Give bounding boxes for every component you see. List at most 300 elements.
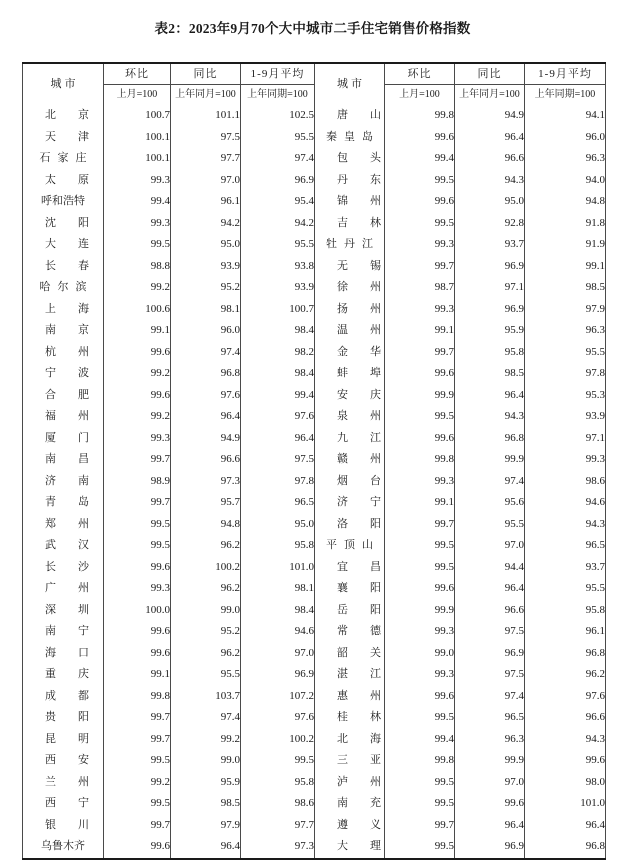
city-name-right: 桂林 (315, 707, 385, 729)
value-avg-left: 93.8 (241, 256, 315, 278)
table-row (23, 385, 606, 407)
value-yoy-left: 95.2 (171, 277, 241, 299)
value-avg-right: 94.0 (525, 170, 606, 192)
value-yoy-left: 97.4 (171, 707, 241, 729)
value-avg-left: 93.9 (241, 277, 315, 299)
value-yoy-left: 94.2 (171, 213, 241, 235)
city-name-left: 宁波 (23, 363, 104, 385)
value-mom-left: 99.5 (104, 234, 171, 256)
value-mom-left: 99.6 (104, 342, 171, 364)
value-yoy-right: 99.6 (455, 793, 525, 815)
value-mom-left: 99.3 (104, 428, 171, 450)
value-yoy-left: 97.0 (171, 170, 241, 192)
value-mom-left: 99.5 (104, 535, 171, 557)
table-row (23, 213, 606, 235)
city-name-right: 蚌埠 (315, 363, 385, 385)
value-yoy-right: 95.0 (455, 191, 525, 213)
value-avg-left: 98.4 (241, 320, 315, 342)
price-index-table (22, 62, 606, 860)
value-mom-right: 99.0 (385, 643, 455, 665)
value-avg-right: 96.8 (525, 643, 606, 665)
value-mom-right: 99.3 (385, 471, 455, 493)
table-row (23, 578, 606, 600)
city-name-right: 宜昌 (315, 557, 385, 579)
city-name-left: 长沙 (23, 557, 104, 579)
table-row (23, 535, 606, 557)
value-avg-left: 96.9 (241, 664, 315, 686)
city-name-right: 丹东 (315, 170, 385, 192)
value-avg-right: 93.7 (525, 557, 606, 579)
value-avg-left: 95.4 (241, 191, 315, 213)
table-head (23, 63, 606, 105)
value-mom-left: 99.7 (104, 449, 171, 471)
table-row (23, 299, 606, 321)
subheader-avg-left: 上年同期=100 (241, 85, 315, 106)
value-mom-right: 99.8 (385, 449, 455, 471)
value-avg-right: 91.8 (525, 213, 606, 235)
value-avg-left: 95.0 (241, 514, 315, 536)
city-name-right: 岳阳 (315, 600, 385, 622)
city-name-left: 深圳 (23, 600, 104, 622)
value-mom-right: 99.6 (385, 127, 455, 149)
city-name-left: 杭州 (23, 342, 104, 364)
value-yoy-right: 98.5 (455, 363, 525, 385)
header-city-left: 城市 (23, 63, 104, 105)
table-row (23, 600, 606, 622)
value-avg-left: 94.6 (241, 621, 315, 643)
value-yoy-right: 94.4 (455, 557, 525, 579)
city-name-right: 秦皇岛 (315, 127, 385, 149)
value-mom-right: 99.5 (385, 406, 455, 428)
value-yoy-right: 99.9 (455, 750, 525, 772)
value-mom-right: 99.5 (385, 213, 455, 235)
city-name-right: 金华 (315, 342, 385, 364)
value-yoy-right: 97.5 (455, 621, 525, 643)
city-name-right: 大理 (315, 836, 385, 859)
value-mom-left: 99.7 (104, 729, 171, 751)
value-mom-right: 99.5 (385, 772, 455, 794)
value-yoy-left: 97.3 (171, 471, 241, 493)
city-name-left: 重庆 (23, 664, 104, 686)
table-row (23, 793, 606, 815)
value-avg-right: 93.9 (525, 406, 606, 428)
value-mom-right: 99.3 (385, 621, 455, 643)
header-mom-left: 环比 (104, 63, 171, 85)
header-city-right: 城市 (315, 63, 385, 105)
value-mom-left: 99.5 (104, 750, 171, 772)
city-name-right: 襄阳 (315, 578, 385, 600)
value-yoy-left: 98.5 (171, 793, 241, 815)
value-avg-left: 95.5 (241, 127, 315, 149)
value-yoy-left: 103.7 (171, 686, 241, 708)
city-name-left: 武汉 (23, 535, 104, 557)
value-avg-left: 98.6 (241, 793, 315, 815)
value-yoy-right: 96.6 (455, 148, 525, 170)
value-mom-left: 99.1 (104, 320, 171, 342)
value-yoy-left: 97.9 (171, 815, 241, 837)
value-yoy-right: 94.3 (455, 170, 525, 192)
value-yoy-left: 96.1 (171, 191, 241, 213)
city-name-left: 福州 (23, 406, 104, 428)
value-mom-left: 99.8 (104, 686, 171, 708)
value-yoy-right: 96.9 (455, 256, 525, 278)
value-yoy-left: 95.2 (171, 621, 241, 643)
city-name-left: 长春 (23, 256, 104, 278)
city-name-right: 三亚 (315, 750, 385, 772)
value-yoy-right: 95.6 (455, 492, 525, 514)
city-name-right: 湛江 (315, 664, 385, 686)
value-mom-left: 99.6 (104, 643, 171, 665)
city-name-left: 郑州 (23, 514, 104, 536)
value-yoy-left: 97.7 (171, 148, 241, 170)
value-yoy-right: 97.5 (455, 664, 525, 686)
value-avg-right: 96.5 (525, 535, 606, 557)
value-yoy-right: 97.4 (455, 471, 525, 493)
value-avg-left: 97.0 (241, 643, 315, 665)
value-avg-left: 102.5 (241, 105, 315, 127)
value-mom-right: 99.4 (385, 148, 455, 170)
value-yoy-right: 97.1 (455, 277, 525, 299)
value-yoy-right: 96.4 (455, 127, 525, 149)
table-row (23, 750, 606, 772)
value-yoy-left: 95.5 (171, 664, 241, 686)
city-name-left: 济南 (23, 471, 104, 493)
value-yoy-left: 99.0 (171, 600, 241, 622)
value-yoy-right: 97.0 (455, 772, 525, 794)
value-avg-left: 98.2 (241, 342, 315, 364)
value-yoy-right: 96.8 (455, 428, 525, 450)
value-mom-right: 99.9 (385, 385, 455, 407)
value-mom-left: 98.9 (104, 471, 171, 493)
city-name-left: 太原 (23, 170, 104, 192)
value-avg-left: 98.1 (241, 578, 315, 600)
value-mom-left: 100.7 (104, 105, 171, 127)
value-yoy-left: 98.1 (171, 299, 241, 321)
city-name-left: 兰州 (23, 772, 104, 794)
value-avg-left: 96.4 (241, 428, 315, 450)
value-avg-right: 97.1 (525, 428, 606, 450)
city-name-left: 天津 (23, 127, 104, 149)
value-yoy-left: 94.9 (171, 428, 241, 450)
header-mom-right: 环比 (385, 63, 455, 85)
value-mom-left: 99.2 (104, 406, 171, 428)
value-mom-right: 99.7 (385, 256, 455, 278)
city-name-right: 济宁 (315, 492, 385, 514)
value-yoy-right: 99.9 (455, 449, 525, 471)
value-avg-right: 96.8 (525, 836, 606, 859)
value-avg-right: 98.6 (525, 471, 606, 493)
city-name-left: 广州 (23, 578, 104, 600)
value-yoy-left: 96.6 (171, 449, 241, 471)
value-avg-left: 97.4 (241, 148, 315, 170)
value-yoy-left: 95.7 (171, 492, 241, 514)
value-mom-left: 99.2 (104, 363, 171, 385)
city-name-left: 贵阳 (23, 707, 104, 729)
value-mom-left: 100.0 (104, 600, 171, 622)
value-mom-right: 99.3 (385, 664, 455, 686)
value-yoy-right: 93.7 (455, 234, 525, 256)
value-mom-left: 99.7 (104, 492, 171, 514)
value-avg-left: 97.6 (241, 707, 315, 729)
table-row (23, 686, 606, 708)
value-avg-left: 99.5 (241, 750, 315, 772)
value-avg-right: 101.0 (525, 793, 606, 815)
value-mom-right: 99.8 (385, 750, 455, 772)
value-mom-left: 99.7 (104, 707, 171, 729)
value-avg-right: 98.5 (525, 277, 606, 299)
city-name-left: 大连 (23, 234, 104, 256)
city-name-right: 泉州 (315, 406, 385, 428)
value-yoy-right: 94.3 (455, 406, 525, 428)
value-avg-left: 95.8 (241, 772, 315, 794)
value-yoy-right: 97.4 (455, 686, 525, 708)
table-row (23, 342, 606, 364)
table-row (23, 492, 606, 514)
value-yoy-left: 95.9 (171, 772, 241, 794)
value-mom-right: 99.4 (385, 729, 455, 751)
value-avg-right: 94.8 (525, 191, 606, 213)
value-yoy-right: 96.6 (455, 600, 525, 622)
subheader-yoy-left: 上年同月=100 (171, 85, 241, 106)
table-row (23, 707, 606, 729)
subheader-mom-right: 上月=100 (385, 85, 455, 106)
value-avg-right: 94.6 (525, 492, 606, 514)
value-avg-right: 99.6 (525, 750, 606, 772)
value-avg-right: 95.3 (525, 385, 606, 407)
value-yoy-left: 95.0 (171, 234, 241, 256)
value-mom-right: 99.7 (385, 514, 455, 536)
table-row (23, 471, 606, 493)
subheader-avg-right: 上年同期=100 (525, 85, 606, 106)
value-yoy-right: 96.3 (455, 729, 525, 751)
value-mom-left: 99.6 (104, 836, 171, 859)
value-yoy-left: 101.1 (171, 105, 241, 127)
value-mom-left: 99.2 (104, 277, 171, 299)
city-name-left: 昆明 (23, 729, 104, 751)
city-name-left: 哈尔滨 (23, 277, 104, 299)
value-avg-left: 100.2 (241, 729, 315, 751)
value-mom-left: 99.3 (104, 170, 171, 192)
city-name-left: 青岛 (23, 492, 104, 514)
city-name-left: 南京 (23, 320, 104, 342)
price-index-table-wrapper (22, 62, 605, 860)
value-mom-left: 100.1 (104, 148, 171, 170)
value-avg-left: 97.5 (241, 449, 315, 471)
value-mom-left: 99.3 (104, 578, 171, 600)
value-avg-right: 96.3 (525, 148, 606, 170)
value-mom-right: 99.7 (385, 815, 455, 837)
value-avg-right: 95.5 (525, 342, 606, 364)
table-body (23, 105, 606, 859)
table-row (23, 557, 606, 579)
value-mom-right: 99.7 (385, 342, 455, 364)
table-row (23, 277, 606, 299)
city-name-left: 乌鲁木齐 (23, 836, 104, 859)
value-avg-right: 96.4 (525, 815, 606, 837)
city-name-right: 九江 (315, 428, 385, 450)
value-avg-right: 94.3 (525, 729, 606, 751)
value-mom-right: 99.3 (385, 234, 455, 256)
table-row (23, 643, 606, 665)
value-avg-right: 95.5 (525, 578, 606, 600)
city-name-right: 北海 (315, 729, 385, 751)
value-mom-left: 99.4 (104, 191, 171, 213)
value-yoy-right: 96.4 (455, 815, 525, 837)
value-avg-left: 107.2 (241, 686, 315, 708)
value-yoy-left: 94.8 (171, 514, 241, 536)
value-avg-left: 98.4 (241, 600, 315, 622)
subheader-yoy-right: 上年同月=100 (455, 85, 525, 106)
city-name-left: 厦门 (23, 428, 104, 450)
city-name-left: 西宁 (23, 793, 104, 815)
value-avg-right: 96.3 (525, 320, 606, 342)
value-mom-left: 99.6 (104, 557, 171, 579)
city-name-right: 扬州 (315, 299, 385, 321)
table-row (23, 320, 606, 342)
header-avg-left: 1-9月平均 (241, 63, 315, 85)
value-avg-right: 99.1 (525, 256, 606, 278)
table-row (23, 148, 606, 170)
city-name-right: 安庆 (315, 385, 385, 407)
value-avg-right: 97.6 (525, 686, 606, 708)
value-yoy-left: 96.8 (171, 363, 241, 385)
city-name-left: 成都 (23, 686, 104, 708)
value-mom-left: 99.6 (104, 621, 171, 643)
value-avg-left: 98.4 (241, 363, 315, 385)
value-avg-right: 96.1 (525, 621, 606, 643)
city-name-left: 南昌 (23, 449, 104, 471)
table-row (23, 191, 606, 213)
table-row (23, 105, 606, 127)
value-yoy-left: 96.2 (171, 535, 241, 557)
value-yoy-left: 97.6 (171, 385, 241, 407)
value-yoy-left: 97.5 (171, 127, 241, 149)
value-avg-right: 96.6 (525, 707, 606, 729)
value-mom-left: 100.6 (104, 299, 171, 321)
table-row (23, 815, 606, 837)
value-avg-right: 97.8 (525, 363, 606, 385)
value-yoy-right: 96.5 (455, 707, 525, 729)
table-row (23, 406, 606, 428)
value-yoy-left: 96.4 (171, 406, 241, 428)
city-name-left: 上海 (23, 299, 104, 321)
value-mom-right: 99.9 (385, 600, 455, 622)
value-mom-right: 99.5 (385, 170, 455, 192)
table-row (23, 234, 606, 256)
value-avg-left: 96.9 (241, 170, 315, 192)
value-avg-left: 101.0 (241, 557, 315, 579)
value-mom-left: 99.1 (104, 664, 171, 686)
page-title: 表2：2023年9月70个大中城市二手住宅销售价格指数 (154, 21, 471, 36)
value-avg-left: 97.3 (241, 836, 315, 859)
value-yoy-left: 100.2 (171, 557, 241, 579)
value-avg-right: 96.2 (525, 664, 606, 686)
city-name-left: 合肥 (23, 385, 104, 407)
value-yoy-right: 96.9 (455, 299, 525, 321)
value-mom-right: 99.5 (385, 793, 455, 815)
city-name-right: 常德 (315, 621, 385, 643)
value-avg-right: 91.9 (525, 234, 606, 256)
value-yoy-left: 96.0 (171, 320, 241, 342)
value-avg-left: 97.7 (241, 815, 315, 837)
value-mom-right: 99.8 (385, 105, 455, 127)
city-name-right: 唐山 (315, 105, 385, 127)
city-name-left: 南宁 (23, 621, 104, 643)
city-name-right: 锦州 (315, 191, 385, 213)
value-mom-left: 99.7 (104, 815, 171, 837)
city-name-right: 赣州 (315, 449, 385, 471)
value-mom-right: 99.3 (385, 299, 455, 321)
value-yoy-right: 96.9 (455, 836, 525, 859)
value-mom-right: 99.5 (385, 557, 455, 579)
value-avg-left: 97.6 (241, 406, 315, 428)
value-mom-left: 99.6 (104, 385, 171, 407)
value-mom-right: 99.6 (385, 191, 455, 213)
value-mom-right: 99.6 (385, 428, 455, 450)
value-mom-right: 98.7 (385, 277, 455, 299)
city-name-right: 徐州 (315, 277, 385, 299)
value-mom-left: 100.1 (104, 127, 171, 149)
value-avg-left: 94.2 (241, 213, 315, 235)
value-mom-left: 99.3 (104, 213, 171, 235)
table-row (23, 256, 606, 278)
value-avg-right: 94.3 (525, 514, 606, 536)
header-yoy-right: 同比 (455, 63, 525, 85)
value-avg-right: 96.0 (525, 127, 606, 149)
city-name-left: 北京 (23, 105, 104, 127)
value-yoy-right: 96.9 (455, 643, 525, 665)
header-avg-right: 1-9月平均 (525, 63, 606, 85)
table-row (23, 836, 606, 859)
table-row (23, 127, 606, 149)
subheader-mom-left: 上月=100 (104, 85, 171, 106)
table-row (23, 514, 606, 536)
value-yoy-left: 96.4 (171, 836, 241, 859)
value-mom-right: 99.5 (385, 707, 455, 729)
value-mom-left: 99.5 (104, 514, 171, 536)
city-name-right: 平顶山 (315, 535, 385, 557)
header-yoy-left: 同比 (171, 63, 241, 85)
value-mom-right: 99.1 (385, 320, 455, 342)
value-yoy-right: 94.9 (455, 105, 525, 127)
value-mom-left: 98.8 (104, 256, 171, 278)
value-yoy-right: 95.5 (455, 514, 525, 536)
value-avg-left: 99.4 (241, 385, 315, 407)
city-name-right: 南充 (315, 793, 385, 815)
city-name-right: 吉林 (315, 213, 385, 235)
value-mom-right: 99.6 (385, 363, 455, 385)
city-name-left: 海口 (23, 643, 104, 665)
value-yoy-left: 99.2 (171, 729, 241, 751)
value-yoy-left: 99.0 (171, 750, 241, 772)
value-avg-right: 98.0 (525, 772, 606, 794)
value-avg-left: 100.7 (241, 299, 315, 321)
value-avg-left: 95.5 (241, 234, 315, 256)
value-yoy-right: 92.8 (455, 213, 525, 235)
value-mom-right: 99.1 (385, 492, 455, 514)
city-name-right: 遵义 (315, 815, 385, 837)
value-yoy-right: 96.4 (455, 578, 525, 600)
value-mom-right: 99.6 (385, 686, 455, 708)
value-yoy-right: 97.0 (455, 535, 525, 557)
city-name-right: 无锡 (315, 256, 385, 278)
city-name-left: 西安 (23, 750, 104, 772)
value-avg-left: 96.5 (241, 492, 315, 514)
value-yoy-left: 96.2 (171, 578, 241, 600)
city-name-right: 韶关 (315, 643, 385, 665)
value-avg-left: 97.8 (241, 471, 315, 493)
value-yoy-left: 96.2 (171, 643, 241, 665)
